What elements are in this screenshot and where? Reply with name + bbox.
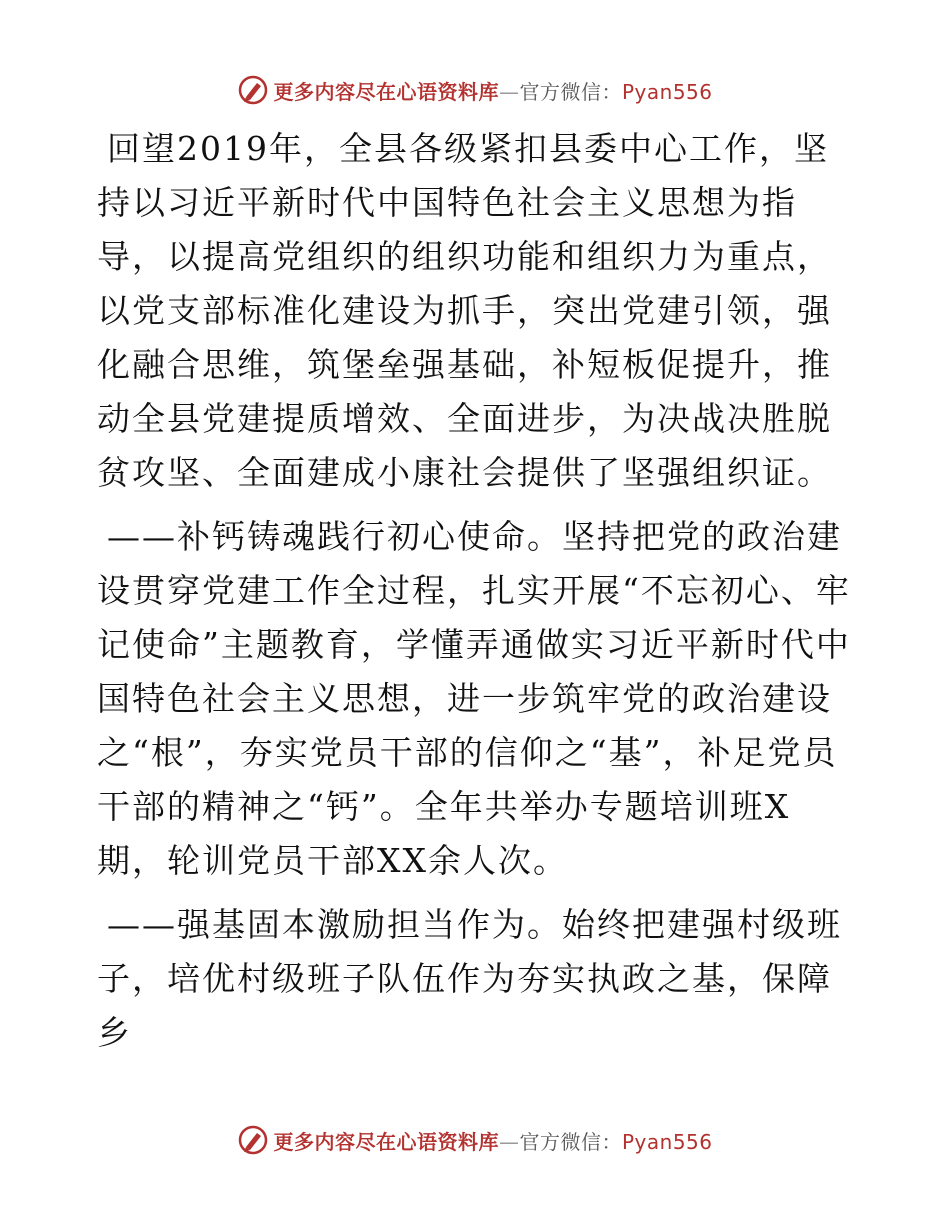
footer-banner [0, 1122, 950, 1158]
banner-wechat-label: 官方微信： [519, 1129, 622, 1154]
banner-separator: — [498, 79, 520, 104]
pen-logo-icon [237, 74, 269, 106]
banner-highlight: 更多内容尽在心语资料库 [273, 79, 499, 104]
banner-highlight: 更多内容尽在心语资料库 [273, 1129, 499, 1154]
banner-wechat-id: Pyan556 [621, 1129, 713, 1154]
banner-wechat-id: Pyan556 [621, 79, 713, 104]
banner-wechat-label: 官方微信： [519, 79, 622, 104]
document-body [97, 122, 857, 1070]
banner-text [273, 76, 712, 105]
banner-separator: — [498, 1129, 520, 1154]
paragraph-review-2019: 回望2019年，全县各级紧扣县委中心工作，坚持以习近平新时代中国特色社会主义思想为指导，以提高党组织的组织功能和组织力为重点，以党支部标准化建设为抓手，突出党建引领，强化融合思维，筑堡垒强基础，补短板促提升，推动全县党建提质增效、全面进步，为决战决胜脱贫攻坚、全面建成小康社会提供了坚强组织证。 [97, 129, 832, 492]
paragraph-calcium-soul: ——补钙铸魂践行初心使命。坚持把党的政治建设贯穿党建工作全过程，扎实开展“不忘初心、牢记使命”主题教育，学懂弄通做实习近平新时代中国特色社会主义思想，进一步筑牢党的政治建设之“根”，夯实党员干部的信仰之“基”，补足党员干部的精神之“钙”。全年共举办专题培训班X期，轮训党员干部XX余人次。 [97, 517, 851, 880]
paragraph-strengthen-foundation: ——强基固本激励担当作为。始终把建强村级班子，培优村级班子队伍作为夯实执政之基，保障乡 [97, 905, 842, 1052]
banner-text [273, 1126, 712, 1155]
pen-logo-icon [237, 1124, 269, 1156]
header-banner [0, 72, 950, 108]
